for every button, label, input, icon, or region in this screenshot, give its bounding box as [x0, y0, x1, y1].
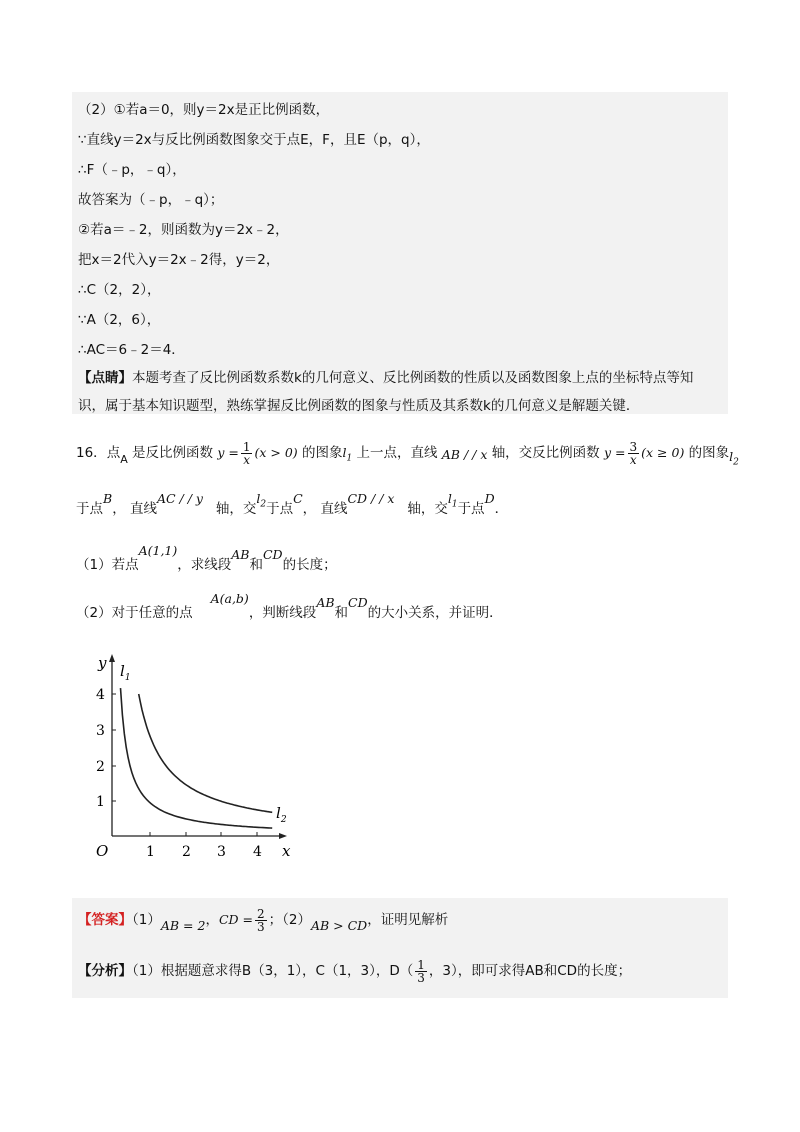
answer-cd-lhs: CD = — [218, 912, 253, 927]
answer-text: ，证明见解析 — [367, 912, 449, 928]
curve-l1-subscript: 1 — [124, 673, 131, 683]
problem-text: 于点 — [266, 501, 294, 517]
question-text: ，求线段 — [177, 557, 232, 573]
problem-text: 轴，交反比例函数 — [491, 445, 600, 461]
curve-subscript: 1 — [346, 453, 353, 464]
analysis-tag: 【分析】 — [78, 963, 132, 979]
fraction — [241, 441, 253, 466]
fraction-denominator: 3 — [256, 919, 265, 934]
math-expression: AC / / y — [156, 491, 203, 506]
answer-tag: 【答案】 — [78, 912, 132, 928]
x-axis-arrow — [279, 833, 287, 839]
curve-l2-label — [276, 804, 287, 825]
problem-text: 的图象 — [301, 445, 343, 461]
answer-comparison: AB > CD — [310, 918, 368, 933]
solution-line-5: ②若a＝﹣2，则函数为y＝2x﹣2， — [78, 222, 289, 238]
fraction-denominator: 3 — [417, 970, 425, 985]
problem-text: ． — [494, 501, 509, 517]
solution-line-2: ∵直线y＝2x与反比例函数图象交于点E，F，且E（p，q）， — [78, 132, 430, 148]
curve-letter: l — [342, 445, 347, 460]
solution-line-8: ∵A（2，6）， — [78, 312, 161, 328]
y-tick-label: 4 — [96, 687, 105, 703]
solution-line-4: 故答案为（﹣p，﹣q）； — [78, 192, 224, 208]
problem-text: ， 直线 — [302, 501, 348, 517]
point-label: D — [484, 491, 495, 506]
x-tick-label: 4 — [253, 844, 262, 860]
problem-text: 是反比例函数 — [132, 445, 214, 461]
solution-line-3: ∴F（﹣p，﹣q）， — [78, 162, 186, 178]
curve-subscript: 2 — [733, 457, 739, 468]
answer-line — [78, 905, 448, 935]
curve-l1 — [121, 688, 273, 828]
question-text: （2）对于任意的点 — [76, 605, 193, 621]
problem-line-2 — [76, 491, 509, 528]
problem-text: 于点 — [457, 501, 485, 517]
curve-l1-letter: l — [120, 662, 125, 680]
x-tick-label: 3 — [217, 844, 226, 860]
problem-text: 点 — [106, 445, 121, 461]
point-label: C — [293, 491, 303, 506]
question-text: （1）若点 — [76, 557, 139, 573]
curve-letter: l — [447, 491, 452, 506]
function-graph — [88, 648, 328, 868]
segment-label: AB — [316, 595, 335, 610]
comment-text-1: 本题考查了反比例函数系数k的几何意义、反比例函数的性质以及函数图象上点的坐标特点等知 — [132, 370, 694, 386]
y-tick-label: 2 — [96, 759, 105, 775]
comment-line-2: 识，属于基本知识题型，熟练掌握反比例函数的图象与性质及其系数k的几何意义是解题关键． — [78, 398, 640, 414]
answer-text: ；（2） — [268, 912, 311, 928]
analysis-fraction — [415, 959, 427, 984]
question-1 — [76, 543, 337, 578]
curve-label — [447, 491, 458, 510]
curve-label — [729, 449, 739, 468]
solution-line-6: 把x＝2代入y＝2x﹣2得，y＝2， — [78, 252, 280, 268]
answer-ab: AB = 2 — [160, 918, 206, 933]
answer-fraction — [255, 908, 267, 933]
curve-letter: l — [729, 449, 734, 464]
origin-label: O — [96, 842, 109, 860]
question-text: 和 — [249, 557, 263, 573]
y-axis-arrow — [109, 654, 115, 662]
formula-condition: (x > 0) — [254, 445, 298, 460]
x-tick-label: 2 — [182, 844, 191, 860]
y-axis-label: y — [98, 654, 107, 672]
math-expression: AB / / x — [441, 447, 488, 462]
curve-label — [256, 491, 267, 510]
solution-line-1: （2）①若a＝0，则y＝2x是正比例函数， — [78, 102, 330, 118]
comment-tag: 【点睛】 — [78, 370, 132, 386]
analysis-text: ，3），即可求得AB和CD的长度； — [428, 963, 632, 979]
y-tick-label: 3 — [96, 723, 105, 739]
problem-number: 16． — [76, 445, 107, 461]
point-a-label: A — [120, 453, 128, 466]
y-tick-label: 1 — [96, 794, 105, 810]
curve-l2-letter: l — [276, 804, 281, 822]
point-label: B — [103, 491, 113, 506]
problem-text: ， 直线 — [112, 501, 157, 517]
segment-label: AB — [231, 547, 250, 562]
fraction-denominator: x — [629, 452, 637, 467]
problem-text: 轴，交 — [215, 501, 257, 517]
segment-label: CD — [262, 547, 283, 562]
answer-text: （1） — [132, 912, 161, 928]
question-2 — [76, 591, 503, 626]
formula-condition: (x ≥ 0) — [641, 445, 685, 460]
analysis-line — [78, 956, 631, 986]
point-coordinates: A(a,b) — [210, 591, 249, 606]
curve-l2 — [139, 694, 273, 812]
problem-line-1 — [76, 440, 739, 472]
fraction-denominator: x — [243, 452, 251, 467]
math-expression: CD / / x — [347, 491, 395, 506]
fraction-numerator: 1 — [417, 957, 425, 972]
fraction-numerator: 2 — [256, 906, 265, 921]
curve-l2-subscript: 2 — [280, 815, 287, 825]
solution-line-9: ∴AC＝6﹣2＝4． — [78, 342, 185, 358]
point-coordinates: A(1,1) — [138, 543, 178, 558]
curve-letter: l — [256, 491, 261, 506]
comment-line-1 — [78, 369, 693, 387]
question-text: ，判断线段 — [248, 605, 317, 621]
problem-text: 轴，交 — [407, 501, 448, 517]
segment-label: CD — [348, 595, 368, 610]
analysis-text: （1）根据题意求得B（3，1），C（1，3），D（ — [132, 963, 414, 979]
fraction — [628, 441, 640, 466]
answer-text: ， — [205, 912, 219, 928]
question-text: 和 — [334, 605, 349, 621]
problem-text: 上一点，直线 — [356, 445, 438, 461]
question-text: 的长度； — [282, 557, 337, 573]
fraction-numerator: 3 — [629, 439, 638, 454]
formula-lhs: y = — [217, 445, 239, 460]
x-tick-label: 1 — [146, 844, 155, 860]
question-text: 的大小关系，并证明． — [367, 605, 503, 621]
curve-subscript: 2 — [260, 499, 267, 510]
curve-label — [342, 445, 353, 464]
curve-l1-label — [120, 662, 131, 683]
curve-subscript: 1 — [451, 499, 458, 510]
x-axis-label: x — [282, 842, 291, 860]
problem-text: 于点 — [76, 501, 103, 517]
problem-text: 的图象 — [688, 445, 730, 461]
formula-lhs: y = — [603, 445, 626, 460]
solution-line-7: ∴C（2，2）， — [78, 282, 161, 298]
fraction-numerator: 1 — [242, 439, 251, 454]
